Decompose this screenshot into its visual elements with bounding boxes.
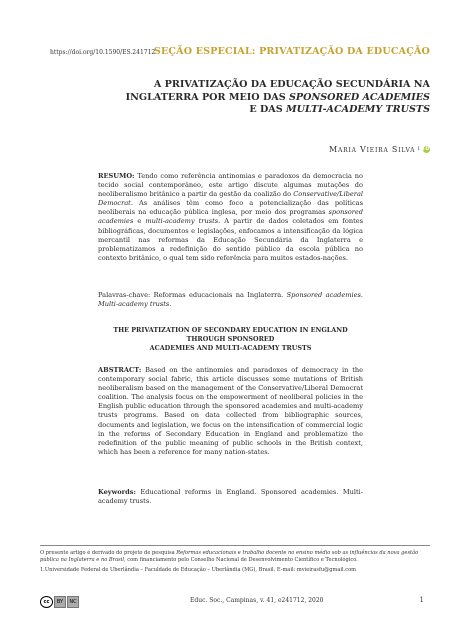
doi-link[interactable]: https://doi.org/10.1590/ES.241712 (50, 49, 156, 56)
orcid-icon[interactable]: iD (423, 147, 430, 152)
page-header (50, 46, 430, 62)
english-title: THE PRIVATIZATION OF SECONDARY EDUCATION IN ENGLAND THROUGH SPONSORED ACADEMIES AND MULTI-ACADEMY TRUSTS (113, 326, 348, 352)
footnote-affiliation: 1.Universidade Federal de Uberlândia – Faculdade de Educação – Uberlândia (MG), Brasil. E-mail: mvieirasfu@gmail.com (40, 567, 357, 573)
keywords-label: Keywords: (98, 488, 136, 496)
palavras-chave-label: Palavras-chave: (98, 291, 151, 299)
keywords: Keywords: Educational reforms in England. Sponsored academies. Multi-academy trusts. (98, 488, 363, 506)
resumo-label: RESUMO: (98, 172, 135, 180)
abstract-label: ABSTRACT: (98, 366, 142, 374)
page-number: 1 (419, 596, 424, 604)
footnote-funding: O presente artigo é derivado do projeto de pesquisa Reformas educacionais e trabalho docente no ensino médio sob as influências da nova gestão pública na Inglaterra e no Brasil, com financiamento pelo Conselho Nacional de Desenvolvimento Científico e Tecnológico. (40, 550, 419, 563)
by-icon: BY (54, 596, 66, 608)
cc-icon: cc (40, 596, 53, 608)
cc-license-badge[interactable] (40, 596, 79, 608)
palavras-chave: Palavras-chave: Reformas educacionais na Inglaterra. Sponsored academies. Multi-academy trusts. (98, 291, 363, 309)
journal-citation: Educ. Soc., Campinas, v. 41, e241712, 2020 (190, 597, 324, 604)
title-line-1: A PRIVATIZAÇÃO DA EDUCAÇÃO SECUNDÁRIA NA (153, 79, 430, 90)
page-footer (40, 596, 430, 608)
affiliation-mark: 1 (417, 147, 421, 152)
title-line-2: INGLATERRA POR MEIO DAS SPONSORED ACADEMIES (125, 91, 430, 103)
title-line-3: E DAS MULTI-ACADEMY TRUSTS (249, 104, 430, 115)
section-heading: SEÇÃO ESPECIAL: PRIVATIZAÇÃO DA EDUCAÇÃO (153, 46, 430, 57)
author-line (329, 145, 430, 154)
resumo-paragraph: RESUMO: Tendo como referência antinomias e paradoxos da democracia no tecido social contemporâneo, este artigo discute algumas mutações do neoliberalismo britânico a partir da gestão da coalizão do Conservative/Liberal Democrat. As análises têm como foco a potencialização das políticas neoliberais na educação pública inglesa, por meio dos programas sponsored academies e multi-academy trusts. A partir de dados coletados em fontes bibliográficas, documentos e legislações, enfocamos a intensificação da lógica mercantil nas reformas da Educação Secundária da Inglaterra e problematizamos a redefinição do sentido público da escola pública no contexto britânico, o qual tem sido referência para muitos estados-nações. (98, 172, 363, 262)
author-name: Maria Vieira Silva (328, 145, 416, 154)
nc-icon: NC (67, 596, 79, 608)
article-title (100, 79, 430, 117)
abstract-paragraph: ABSTRACT: Based on the antinomies and paradoxes of democracy in the contemporary social fabric, this article discusses some mutations of British neoliberalism based on the management of the Conservative/Liberal Democrat coalition. The analysis focus on the empowerment of neoliberal policies in the English public education through the sponsored academies and multi-academy trusts programs. Based on data collected from bibliographic sources, documents and legislation, we focus on the intensification of commercial logic in the reforms of Secondary Education in England and problematize the redefinition of the public meaning of public schools in the British context, which has been a reference for many nation-states. (98, 366, 363, 456)
footnotes (40, 545, 430, 577)
